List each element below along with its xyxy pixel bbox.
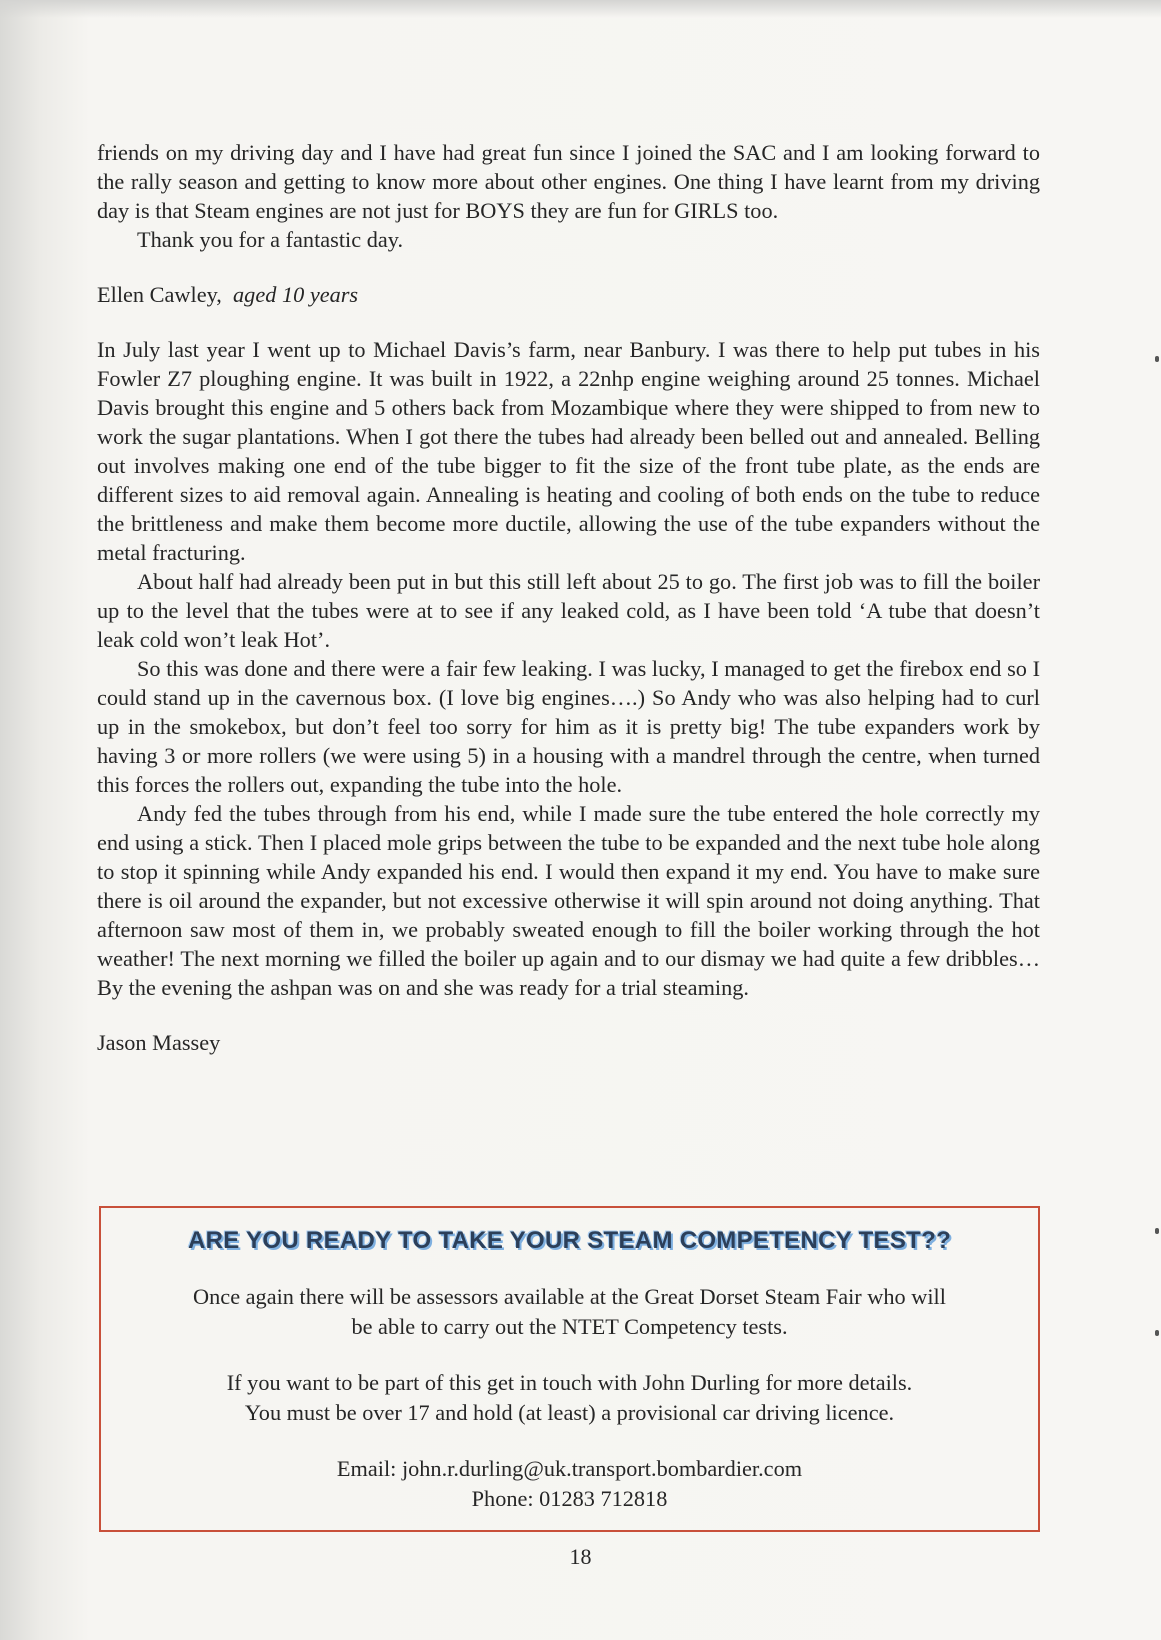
edge-mark	[1155, 1228, 1159, 1234]
paragraph-5: So this was done and there were a fair few leaking. I was lucky, I managed to get the firebox end so I could stand up in the cavernous box. (I love big engines….) So Andy who was also helping had to curl up in the smokebox, but don’t feel too sorry for him as it is pretty big! The tube expanders work by having 3 or more rollers (we were using 5) in a housing with a mandrel through the centre, when turned this forces the rollers out, expanding the tube into the hole.	[97, 656, 1040, 797]
spacer	[97, 1002, 1040, 1028]
author-signature-1	[97, 280, 1040, 309]
article-body	[97, 138, 1040, 1057]
spacer	[97, 254, 1040, 280]
author-1-name: Ellen Cawley,	[97, 282, 222, 307]
author-signature-2: Jason Massey	[97, 1030, 221, 1055]
notice-line-2: be able to carry out the NTET Competency tests.	[351, 1314, 788, 1339]
edge-mark	[1155, 356, 1159, 362]
notice-line-3: If you want to be part of this get in touch with John Durling for more details.	[226, 1370, 913, 1395]
edge-mark	[1155, 1330, 1159, 1336]
notice-line-4: You must be over 17 and hold (at least) a provisional car driving licence.	[244, 1400, 895, 1425]
page-top-shadow	[0, 0, 1161, 18]
notice-email: Email: john.r.durling@uk.transport.bombardier.com	[336, 1456, 803, 1481]
notice-line-1: Once again there will be assessors available at the Great Dorset Steam Fair who will	[193, 1284, 946, 1309]
page-number: 18	[569, 1544, 592, 1569]
paragraph-3: In July last year I went up to Michael Davis’s farm, near Banbury. I was there to help put tubes in his Fowler Z7 ploughing engine. It was built in 1922, a 22nhp engine weighing around 25 tonnes. Michael Davis brought this engine and 5 others back from Mozambique where they were shipped to from new to work the sugar plantations. When I got there the tubes had already been belled out and annealed. Belling out involves making one end of the tube bigger to fit the size of the front tube plate, as the ends are different sizes to aid removal again. Annealing is heating and cooling of both ends on the tube to reduce the brittleness and make them become more ductile, allowing the use of the tube expanders without the metal fracturing.	[97, 337, 1040, 565]
paragraph-6: Andy fed the tubes through from his end, while I made sure the tube entered the hole correctly my end using a stick. Then I placed mole grips between the tube to be expanded and the next tube hole along to stop it spinning while Andy expanded his end. I would then expand it my end. You have to make sure there is oil around the expander, but not excessive otherwise it will spin around not doing anything. That afternoon saw most of them in, we probably sweated enough to fill the boiler working through the hot weather! The next morning we filled the boiler up again and to our dismay we had quite a few dribbles… By the evening the ashpan was on and she was ready for a trial steaming.	[97, 801, 1040, 1000]
competency-test-notice	[99, 1206, 1040, 1532]
notice-phone: Phone: 01283 712818	[471, 1486, 668, 1511]
paragraph-2: Thank you for a fantastic day.	[137, 227, 404, 252]
paragraph-1: friends on my driving day and I have had great fun since I joined the SAC and I am looking forward to the rally season and getting to know more about other engines. One thing I have learnt from my driving day is that Steam engines are not just for BOYS they are fun for GIRLS too.	[97, 140, 1040, 223]
spacer	[97, 309, 1040, 335]
notice-title: ARE YOU READY TO TAKE YOUR STEAM COMPETENCY TEST??	[187, 1227, 952, 1254]
paragraph-4: About half had already been put in but this still left about 25 to go. The first job was to fill the boiler up to the level that the tubes were at to see if any leaked cold, as I have been told ‘A tube that doesn’t leak cold won’t leak Hot’.	[97, 569, 1040, 652]
author-1-age: aged 10 years	[233, 282, 359, 307]
